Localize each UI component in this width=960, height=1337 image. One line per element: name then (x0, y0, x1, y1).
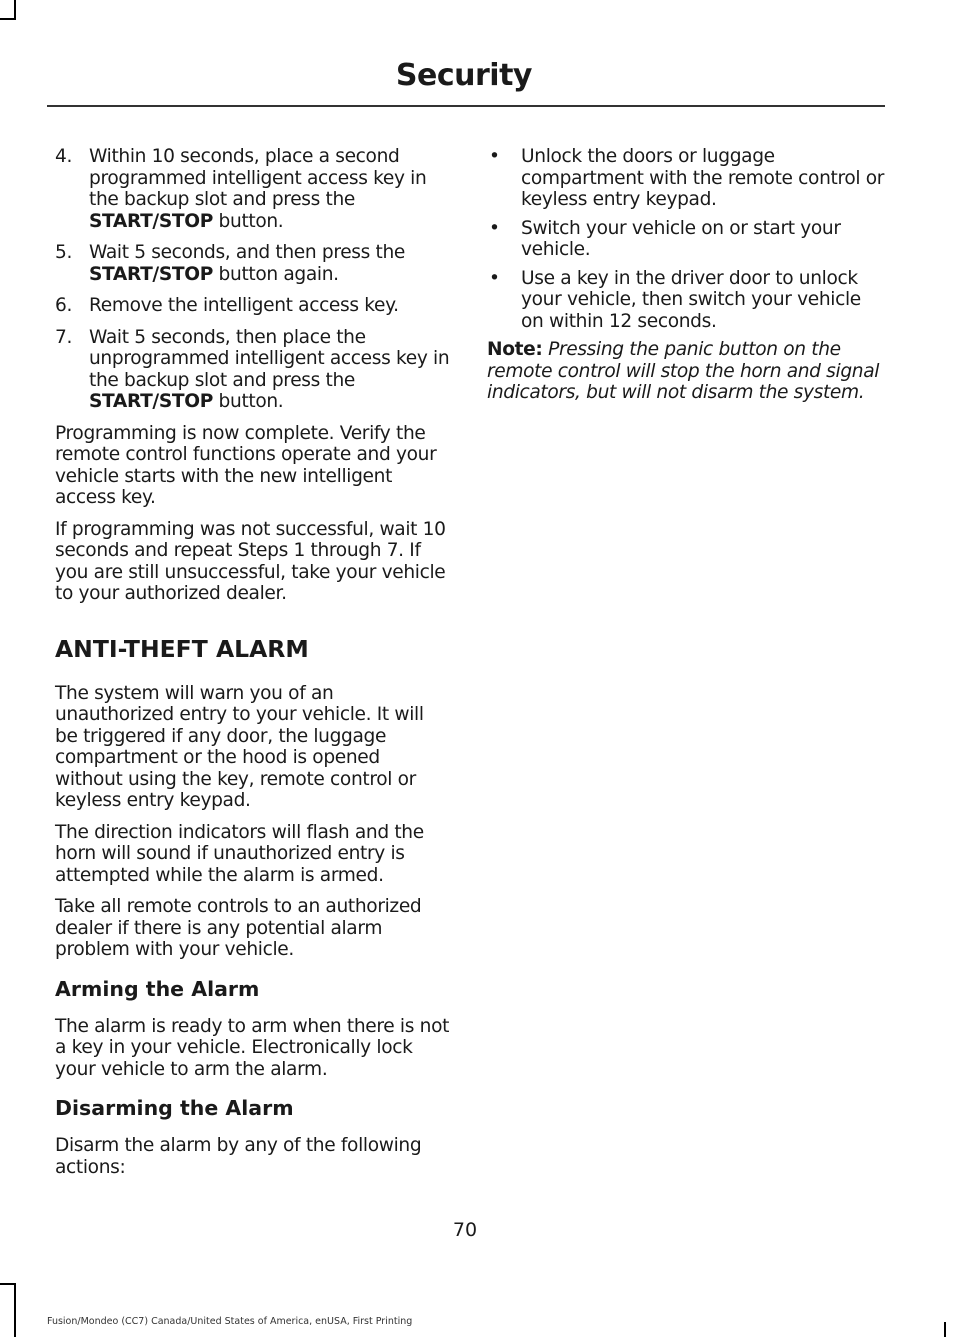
step-text: Remove the intelligent access key. (89, 295, 399, 316)
system-warning-paragraph: The system will warn you of an unauthorized entry to your vehicle. It will be triggered if any door, the luggage compartment or the hood is opened without using the key, remote control or keyless entry keypad. (55, 682, 424, 811)
bullet-text: Unlock the doors or luggage compartment with the remote control or keyless entry keypad. (521, 146, 885, 210)
start-stop-key: START/STOP (89, 263, 213, 285)
crop-mark-bottom-left-h (0, 1283, 16, 1285)
start-stop-key: START/STOP (89, 210, 213, 232)
section-heading-anti-theft: ANTI-THEFT ALARM (55, 634, 309, 663)
subheading-disarming: Disarming the Alarm (55, 1096, 294, 1120)
list-item (487, 268, 887, 333)
step-number: 4. (55, 146, 73, 167)
bullet-icon: • (489, 267, 500, 289)
crop-mark-top-left (14, 0, 16, 19)
programming-unsuccessful-paragraph: If programming was not successful, wait 10 seconds and repeat Steps 1 through 7. If you are still unsuccessful, take your vehicle to your authorized dealer. (55, 518, 446, 604)
step-number: 5. (55, 242, 73, 263)
right-column (487, 146, 887, 414)
remote-controls-paragraph: Take all remote controls to an authorized dealer if there is any potential alarm problem with your vehicle. (55, 896, 422, 960)
note-text: Pressing the panic button on the remote control will stop the horn and signal indicators, but will not disarm the system. (487, 339, 880, 403)
start-stop-key: START/STOP (89, 391, 213, 412)
note-paragraph (487, 339, 887, 404)
step-text: Wait 5 seconds, then place the unprogrammed intelligent access key in the backup slot and press the (89, 326, 450, 391)
step-number: 7. (55, 326, 73, 348)
list-item (487, 218, 887, 261)
bullet-icon: • (489, 146, 500, 167)
list-item (55, 295, 450, 317)
programming-complete-paragraph: Programming is now complete. Verify the remote control functions operate and your vehicle starts with the new intelligent access key. (55, 422, 437, 508)
direction-indicators-paragraph: The direction indicators will flash and the horn will sound if unauthorized entry is attempted while the alarm is armed. (55, 821, 424, 886)
subheading-arming: Arming the Alarm (55, 976, 260, 1001)
disarm-actions-list (487, 146, 887, 332)
list-item (55, 327, 450, 413)
left-column (55, 146, 450, 1188)
disarming-paragraph: Disarm the alarm by any of the following actions: (55, 1135, 422, 1178)
step-text-end: button. (213, 391, 284, 412)
step-text: Wait 5 seconds, and then press the (89, 242, 405, 263)
step-text-end: button. (213, 210, 284, 232)
bullet-text: Use a key in the driver door to unlock your vehicle, then switch your vehicle on within 12 seconds. (521, 267, 861, 332)
bullet-text: Switch your vehicle on or start your vehicle. (521, 217, 841, 260)
step-text-end: button again. (213, 263, 339, 285)
crop-mark-bottom-left (14, 1283, 16, 1337)
page-title: Security (395, 58, 532, 93)
list-item (55, 242, 450, 285)
list-item (55, 146, 450, 232)
header-divider (47, 105, 885, 107)
footer-edition-text: Fusion/Mondeo (CC7) Canada/United States of America, enUSA, First Printing (47, 1316, 413, 1327)
list-item (487, 146, 887, 211)
crop-mark-top-left-h (0, 18, 16, 20)
page-number: 70 (452, 1219, 478, 1241)
step-number: 6. (55, 295, 73, 316)
programming-steps (55, 146, 450, 413)
note-label: Note: (487, 339, 543, 360)
arming-paragraph: The alarm is ready to arm when there is not a key in your vehicle. Electronically lock your vehicle to arm the alarm. (55, 1015, 450, 1080)
crop-mark-bottom-right (944, 1322, 946, 1337)
step-text: Within 10 seconds, place a second programmed intelligent access key in the backup slot and press the (89, 146, 427, 210)
bullet-icon: • (489, 217, 500, 239)
